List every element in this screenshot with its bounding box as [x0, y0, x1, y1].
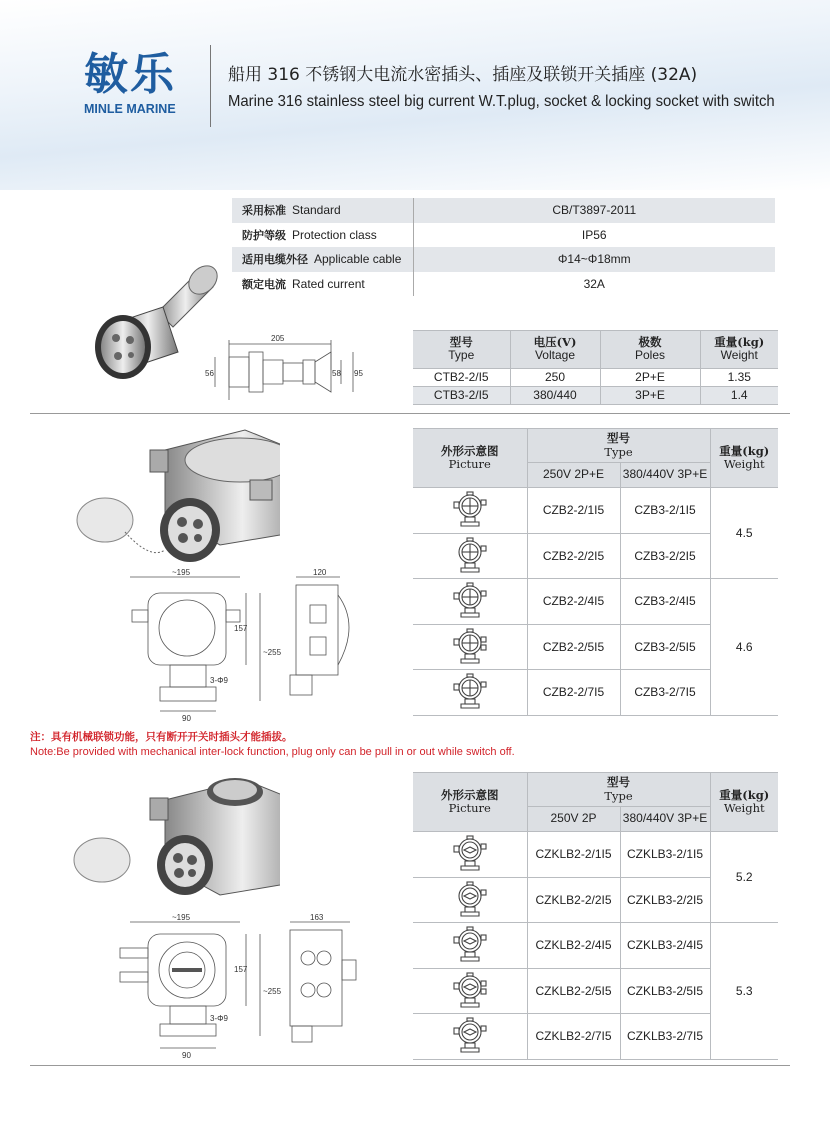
plug-dimension-drawing	[203, 330, 363, 405]
spec-label-en: Standard	[292, 203, 341, 218]
header-divider	[210, 45, 211, 127]
hdr-type: 型号 Type	[413, 331, 510, 369]
spec-row	[232, 198, 775, 223]
socket-hole-label: 3-Φ9	[210, 676, 228, 685]
model-380v: CZKLB3-2/5I5	[620, 968, 710, 1014]
lock-width-label: ~195	[172, 913, 191, 922]
locking-socket-outline-icon	[413, 877, 527, 923]
hdr-poles: 极数 Poles	[600, 331, 700, 369]
hdr-type: 型号 Type	[527, 773, 710, 807]
hdr-type: 型号 Type	[527, 429, 710, 463]
socket-depth-label: 120	[313, 568, 327, 577]
spec-value: IP56	[581, 227, 607, 242]
locking-dimension-drawing	[110, 910, 400, 1060]
lock-total-label: ~255	[263, 987, 282, 996]
spec-label-zh: 额定电流	[242, 277, 286, 291]
lock-hole-label: 3-Φ9	[210, 1014, 228, 1023]
spec-row	[232, 247, 775, 272]
spec-label-en: Applicable cable	[314, 252, 402, 267]
socket-type-table	[413, 428, 778, 716]
locking-socket-outline-icon	[413, 1014, 527, 1060]
socket-outline-icon	[413, 624, 527, 670]
bottom-divider	[30, 1065, 790, 1066]
hdr-col-380v: 380/440V 3P+E	[620, 463, 710, 488]
socket-width-label: ~195	[172, 568, 191, 577]
note-english: Note:Be provided with mechanical inter-lock function, plug only can be pull in or out while switch off.	[30, 746, 515, 758]
plug-length-label: 205	[271, 334, 285, 343]
model-380v: CZB3-2/4I5	[620, 579, 710, 625]
hdr-weight: 重量(kg) Weight	[700, 331, 778, 369]
table-row	[413, 923, 778, 969]
model-380v: CZKLB3-2/4I5	[620, 923, 710, 969]
logo-english: MINLE MARINE	[84, 102, 176, 116]
model-250v: CZB2-2/5I5	[527, 624, 620, 670]
table-row: CTB3-2/I5 380/440 3P+E 1.4	[413, 387, 778, 405]
socket-total-label: ~255	[263, 648, 282, 657]
model-380v: CZKLB3-2/7I5	[620, 1014, 710, 1060]
socket-photo	[70, 420, 280, 565]
model-250v: CZB2-2/1I5	[527, 488, 620, 534]
model-380v: CZB3-2/7I5	[620, 670, 710, 716]
hdr-col-250v: 250V 2P+E	[527, 463, 620, 488]
hdr-picture: 外形示意图 Picture	[413, 773, 527, 832]
socket-height-label: 157	[234, 624, 248, 633]
table-row	[413, 832, 778, 878]
note-chinese: 注：具有机械联锁功能，只有断开开关时插头才能插拔。	[30, 731, 293, 743]
plug-dia1-label: 56	[205, 369, 214, 378]
model-250v: CZKLB2-2/7I5	[527, 1014, 620, 1060]
spec-row	[232, 272, 775, 297]
spec-label-zh: 适用电缆外径	[242, 253, 308, 267]
spec-label-zh: 采用标准	[242, 204, 286, 218]
title-chinese: 船用 316 不锈钢大电流水密插头、插座及联锁开关插座 (32A)	[228, 65, 698, 85]
spec-value: 32A	[583, 276, 605, 291]
model-250v: CZB2-2/4I5	[527, 579, 620, 625]
spec-table	[232, 198, 775, 296]
socket-outline-icon	[413, 488, 527, 534]
hdr-weight: 重量(kg) Weight	[710, 773, 778, 832]
spec-label-en: Rated current	[292, 276, 365, 291]
locking-socket-outline-icon	[413, 968, 527, 1014]
locking-socket-photo	[70, 770, 280, 905]
locking-socket-outline-icon	[413, 923, 527, 969]
weight-cell: 4.6	[710, 579, 778, 716]
model-380v: CZKLB3-2/1I5	[620, 832, 710, 878]
model-250v: CZKLB2-2/2I5	[527, 877, 620, 923]
plug-photo	[88, 262, 218, 387]
lock-depth-label: 163	[310, 913, 324, 922]
model-250v: CZB2-2/2I5	[527, 533, 620, 579]
plug-type-table	[413, 330, 778, 405]
plug-dia3-label: 95	[354, 369, 363, 378]
table-row	[413, 488, 778, 534]
socket-base-label: 90	[182, 714, 191, 723]
model-380v: CZB3-2/1I5	[620, 488, 710, 534]
locking-socket-type-table	[413, 772, 778, 1060]
lock-base-label: 90	[182, 1051, 191, 1060]
model-250v: CZKLB2-2/1I5	[527, 832, 620, 878]
model-380v: CZB3-2/2I5	[620, 533, 710, 579]
table-row	[413, 579, 778, 625]
socket-outline-icon	[413, 670, 527, 716]
weight-cell: 4.5	[710, 488, 778, 579]
socket-outline-icon	[413, 533, 527, 579]
spec-label-zh: 防护等级	[242, 228, 286, 242]
socket-outline-icon	[413, 579, 527, 625]
spec-value: CB/T3897-2011	[413, 198, 775, 223]
lock-height-label: 157	[234, 965, 248, 974]
hdr-picture: 外形示意图 Picture	[413, 429, 527, 488]
socket-dimension-drawing	[110, 565, 400, 725]
title-english: Marine 316 stainless steel big current W.T.plug, socket & locking socket with switch	[228, 93, 775, 110]
weight-cell: 5.2	[710, 832, 778, 923]
model-380v: CZKLB3-2/2I5	[620, 877, 710, 923]
section-divider	[30, 413, 790, 414]
hdr-weight: 重量(kg) Weight	[710, 429, 778, 488]
hdr-voltage: 电压(V) Voltage	[510, 331, 600, 369]
weight-cell: 5.3	[710, 923, 778, 1060]
spec-row	[232, 223, 775, 248]
locking-socket-outline-icon	[413, 832, 527, 878]
spec-value: Φ14~Φ18mm	[413, 247, 775, 272]
model-380v: CZB3-2/5I5	[620, 624, 710, 670]
plug-dia2-label: 58	[332, 369, 341, 378]
model-250v: CZB2-2/7I5	[527, 670, 620, 716]
spec-label-en: Protection class	[292, 227, 377, 242]
model-250v: CZKLB2-2/5I5	[527, 968, 620, 1014]
model-250v: CZKLB2-2/4I5	[527, 923, 620, 969]
logo-chinese: 敏乐	[84, 49, 176, 100]
hdr-col-380v: 380/440V 3P+E	[620, 807, 710, 832]
table-row: CTB2-2/I5 250 2P+E 1.35	[413, 369, 778, 387]
hdr-col-250v: 250V 2P	[527, 807, 620, 832]
